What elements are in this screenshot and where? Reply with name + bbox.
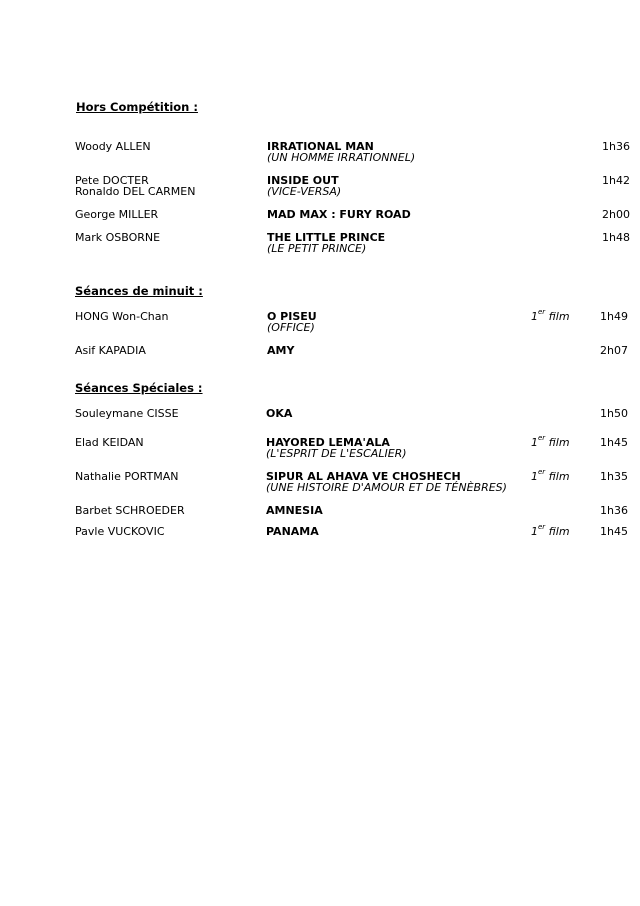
film-title: SIPUR AL AHAVA VE CHOSHECH: [266, 470, 461, 483]
film-duration: 1h50: [600, 407, 628, 420]
first-film-note: [531, 308, 570, 323]
film-duration: 1h49: [600, 310, 628, 323]
director-name: Barbet SCHROEDER: [75, 504, 185, 517]
first-film-note: [531, 468, 570, 483]
film-title: HAYORED LEMA'ALA: [266, 436, 390, 449]
film-title: PANAMA: [266, 525, 319, 538]
film-duration: 2h00: [602, 208, 630, 221]
film-subtitle: (UN HOMME IRRATIONNEL): [267, 151, 416, 164]
film-duration: 1h45: [600, 436, 628, 449]
first-film-note: [531, 434, 570, 449]
film-subtitle: (LE PETIT PRINCE): [267, 242, 367, 255]
note-number: 1: [531, 310, 538, 323]
director-name: Souleymane CISSE: [75, 407, 179, 420]
film-subtitle: (L'ESPRIT DE L'ESCALIER): [266, 447, 407, 460]
note-text: film: [545, 436, 570, 449]
note-text: film: [545, 525, 570, 538]
film-title: INSIDE OUT: [267, 174, 339, 187]
director-name: Mark OSBORNE: [75, 231, 161, 244]
film-title: AMNESIA: [266, 504, 323, 517]
note-superscript: er: [538, 308, 546, 317]
film-duration: 1h48: [602, 231, 630, 244]
film-title: THE LITTLE PRINCE: [267, 231, 386, 244]
director-name: Pete DOCTER: [75, 174, 149, 187]
first-film-note: [531, 523, 570, 538]
note-number: 1: [531, 470, 538, 483]
film-duration: 1h42: [602, 174, 630, 187]
section-heading-seances-minuit: Séances de minuit :: [75, 284, 203, 298]
note-text: film: [545, 470, 570, 483]
film-duration: 1h36: [602, 140, 630, 153]
film-duration: 1h36: [600, 504, 628, 517]
director-name: Elad KEIDAN: [75, 436, 144, 449]
director-name: Pavle VUCKOVIC: [75, 525, 165, 538]
director-name: Nathalie PORTMAN: [75, 470, 179, 483]
director-name: Woody ALLEN: [75, 140, 151, 153]
note-text: film: [545, 310, 570, 323]
section-heading-hors-competition: Hors Compétition :: [76, 100, 198, 114]
film-subtitle: (UNE HISTOIRE D'AMOUR ET DE TÉNÈBRES): [266, 481, 507, 494]
note-superscript: er: [538, 523, 546, 532]
note-number: 1: [531, 525, 538, 538]
film-title: OKA: [266, 407, 293, 420]
film-title: AMY: [267, 344, 295, 357]
director-name: Asif KAPADIA: [75, 344, 146, 357]
section-heading-seances-speciales: Séances Spéciales :: [75, 381, 203, 395]
director-name: HONG Won-Chan: [75, 310, 169, 323]
film-title: IRRATIONAL MAN: [267, 140, 374, 153]
film-title: MAD MAX : FURY ROAD: [267, 208, 411, 221]
film-duration: 2h07: [600, 344, 628, 357]
note-superscript: er: [538, 468, 546, 477]
film-subtitle: (VICE-VERSA): [267, 185, 342, 198]
note-superscript: er: [538, 434, 546, 443]
film-duration: 1h35: [600, 470, 628, 483]
director-name-2: Ronaldo DEL CARMEN: [75, 185, 196, 198]
director-name: George MILLER: [75, 208, 159, 221]
film-title: O PISEU: [267, 310, 317, 323]
film-duration: 1h45: [600, 525, 628, 538]
note-number: 1: [531, 436, 538, 449]
film-subtitle: (OFFICE): [267, 321, 315, 334]
